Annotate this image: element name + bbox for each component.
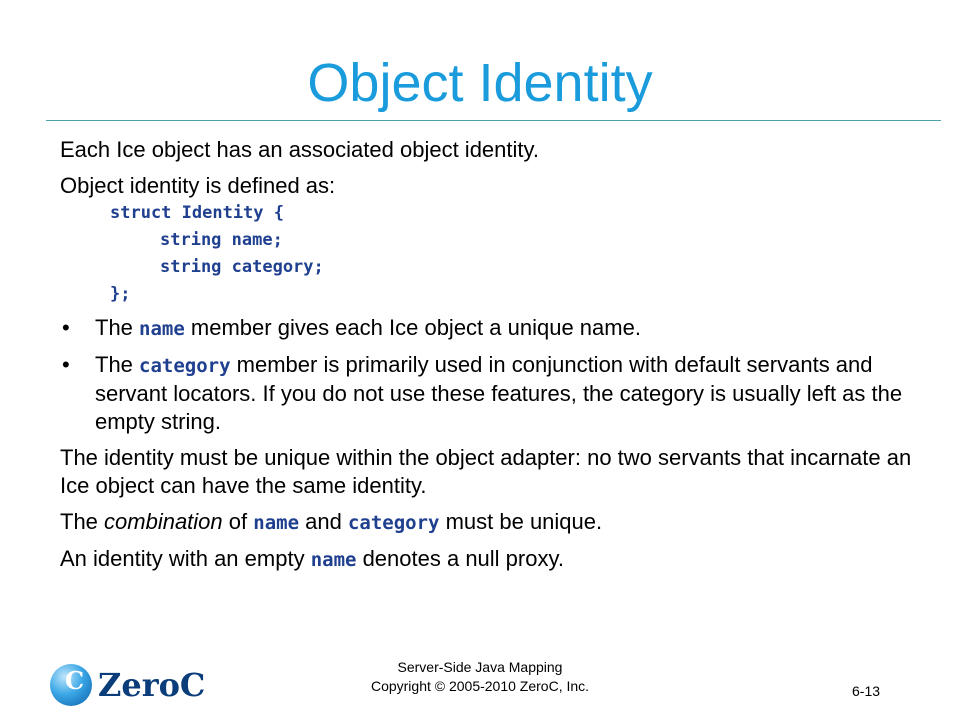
bullet-dot: • <box>62 315 70 340</box>
paragraph-defined-as: Object identity is defined as: <box>60 173 336 198</box>
inline-code: category <box>139 355 231 377</box>
text-run: The <box>60 509 105 534</box>
paragraph-object-identity: Each Ice object has an associated object identity. <box>60 137 539 162</box>
code-line: string name; <box>160 230 283 250</box>
code-line: string category; <box>160 257 324 277</box>
paragraph-unique-identity: The identity must be unique within the object adapter: no two servants that incarnate an Ice object can have the same identity. <box>60 445 912 498</box>
emphasis-text: combination <box>104 509 223 534</box>
inline-code: name <box>310 549 357 571</box>
text-run: An identity with an empty <box>60 546 311 571</box>
slide-body <box>60 136 940 582</box>
bullet-category-member <box>60 351 940 436</box>
page-number: 6-13 <box>852 683 881 699</box>
logo-wordmark: ZeroC <box>98 666 206 704</box>
bullet-text: member gives each Ice object a unique name. <box>184 315 641 340</box>
footer-course-title: Server-Side Java Mapping <box>397 659 563 675</box>
code-line: }; <box>110 284 131 304</box>
bullet-text: The <box>95 352 140 377</box>
paragraph-combination <box>60 508 940 537</box>
bullet-text: member is primarily used in conjunction with default servants and servant locators. If you do not use these features, the category is usually left as the empty string. <box>95 352 903 434</box>
footer-copyright: Copyright © 2005-2010 ZeroC, Inc. <box>370 678 590 694</box>
bullet-text: The <box>95 315 140 340</box>
slide-title: Object Identity <box>307 53 653 113</box>
footer-caption <box>0 658 960 696</box>
inline-code: name <box>139 318 185 340</box>
paragraph-null-proxy <box>60 545 940 574</box>
text-run: denotes a null proxy. <box>356 546 564 571</box>
text-run: and <box>299 509 348 534</box>
bullet-dot: • <box>62 352 70 377</box>
title-divider <box>46 120 941 121</box>
bullet-name-member <box>60 314 940 343</box>
inline-code: name <box>253 512 300 534</box>
text-run: of <box>222 509 254 534</box>
code-line: struct Identity { <box>110 203 284 223</box>
logo-letter: C <box>65 666 85 695</box>
inline-code: category <box>347 512 440 534</box>
text-run: must be unique. <box>439 509 603 534</box>
code-block <box>110 200 940 308</box>
